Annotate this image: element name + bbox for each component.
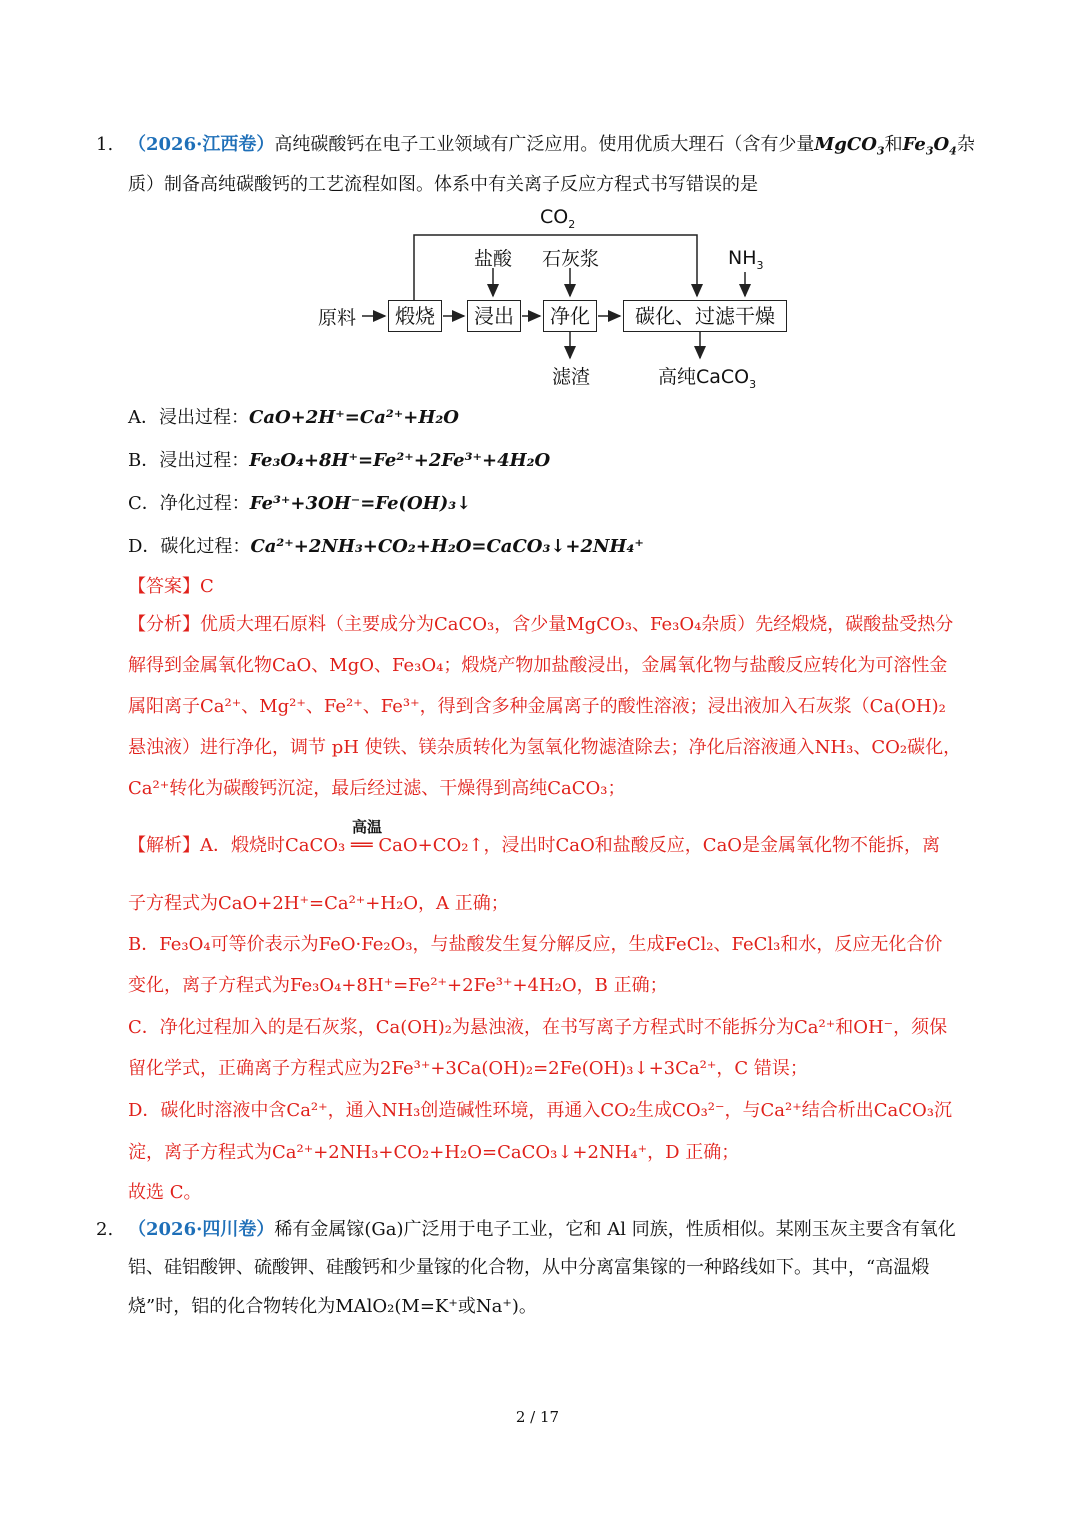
carbonize-box: 碳化、过滤干燥 — [623, 300, 787, 332]
high-temperature-condition: 高温 — [352, 818, 383, 836]
solution-line-1: 【解析】A．煅烧时CaCO₃ ══ CaO+CO₂↑，浸出时CaO和盐酸反应，CaO是金属氧化物不能拆，离 — [128, 835, 941, 856]
question-2-line-1: （2026·四川卷）稀有金属镓(Ga)广泛用于电子工业，它和 Al 同族，性质相似。某刚玉灰主要含有氧化 — [128, 1219, 956, 1240]
residue-label: 滤渣 — [552, 366, 591, 388]
solution-line-4: 变化，离子方程式为Fe₃O₄+8H⁺=Fe²⁺+2Fe³⁺+4H₂O，B 正确； — [128, 975, 668, 996]
page-number: 2 / 17 — [515, 1408, 560, 1426]
leach-box: 浸出 — [467, 300, 521, 332]
lime-slurry-label: 石灰浆 — [542, 248, 600, 270]
nh3-label: $NH_3$ — [728, 247, 764, 272]
question-2-line-3: 烧”时，铝的化合物转化为MAlO₂(M=K⁺或Na⁺)。 — [128, 1296, 537, 1317]
question-source: （2026·江西卷） — [128, 134, 275, 155]
question-stem-line-2: 质）制备高纯碳酸钙的工艺流程如图。体系中有关离子反应方程式书写错误的是 — [128, 174, 758, 195]
analysis-line-4: 悬浊液）进行净化，调节 pH 使铁、镁杂质转化为氢氧化物滤渣除去；净化后溶液通入NH₃、CO₂碳化， — [128, 737, 962, 758]
product-label: 高纯CaCO$_3$ — [658, 366, 757, 391]
solution-line-3: B．Fe₃O₄可等价表示为FeO·Fe₂O₃，与盐酸发生复分解反应，生成FeCl₂、FeCl₃和水，反应无化合价 — [128, 934, 943, 955]
raw-material-label: 原料 — [318, 307, 357, 329]
option-b: B．浸出过程：Fe₃O₄+8H⁺=Fe²⁺+2Fe³⁺+4H₂O — [128, 450, 551, 471]
hydrochloric-acid-label: 盐酸 — [474, 248, 513, 270]
option-d: D．碳化过程：Ca²⁺+2NH₃+CO₂+H₂O=CaCO₃↓+2NH₄⁺ — [128, 536, 644, 557]
question-source: （2026·四川卷） — [128, 1219, 275, 1240]
solution-line-5: C．净化过程加入的是石灰浆，Ca(OH)₂为悬浊液，在书写离子方程式时不能拆分为Ca²⁺和OH⁻，须保 — [128, 1017, 948, 1038]
solution-line-6: 留化学式，正确离子方程式应为2Fe³⁺+3Ca(OH)₂=2Fe(OH)₃↓+3Ca²⁺，C 错误； — [128, 1058, 808, 1079]
option-a: A．浸出过程：CaO+2H⁺=Ca²⁺+H₂O — [128, 407, 459, 428]
solution-conclusion: 故选 C。 — [128, 1182, 202, 1203]
analysis-line-3: 属阳离子Ca²⁺、Mg²⁺、Fe²⁺、Fe³⁺，得到含多种金属离子的酸性溶液；浸出液加入石灰浆（Ca(OH)₂ — [128, 696, 946, 717]
co2-label: $CO_2$ — [540, 206, 576, 231]
answer: 【答案】C — [128, 576, 214, 597]
purify-box: 净化 — [543, 300, 597, 332]
process-flow-diagram — [300, 200, 820, 395]
question-number: 1. — [96, 134, 114, 155]
solution-line-2: 子方程式为CaO+2H⁺=Ca²⁺+H₂O，A 正确； — [128, 893, 509, 914]
solution-line-8: 淀，离子方程式为Ca²⁺+2NH₃+CO₂+H₂O=CaCO₃↓+2NH₄⁺，D 正确； — [128, 1142, 740, 1163]
question-number: 2. — [96, 1219, 114, 1240]
question-stem-line-1: （2026·江西卷）高纯碳酸钙在电子工业领域有广泛应用。使用优质大理石（含有少量MgCO$_3$和$Fe_3O_4$杂 — [128, 134, 975, 158]
solution-line-7: D．碳化时溶液中含Ca²⁺，通入NH₃创造碱性环境，再通入CO₂生成CO₃²⁻，与Ca²⁺结合析出CaCO₃沉 — [128, 1100, 952, 1121]
analysis-line-2: 解得到金属氧化物CaO、MgO、Fe₃O₄；煅烧产物加盐酸浸出，金属氧化物与盐酸反应转化为可溶性金 — [128, 655, 948, 676]
question-2-line-2: 铝、硅铝酸钾、硫酸钾、硅酸钙和少量镓的化合物，从中分离富集镓的一种路线如下。其中，“高温煅 — [128, 1257, 930, 1278]
calcine-box: 煅烧 — [388, 300, 442, 332]
analysis-line-1: 【分析】优质大理石原料（主要成分为CaCO₃，含少量MgCO₃、Fe₃O₄杂质）先经煅烧，碳酸盐受热分 — [128, 614, 954, 635]
analysis-line-5: Ca²⁺转化为碳酸钙沉淀，最后经过滤、干燥得到高纯CaCO₃； — [128, 778, 626, 799]
option-c: C．净化过程：Fe³⁺+3OH⁻=Fe(OH)₃↓ — [128, 493, 472, 514]
